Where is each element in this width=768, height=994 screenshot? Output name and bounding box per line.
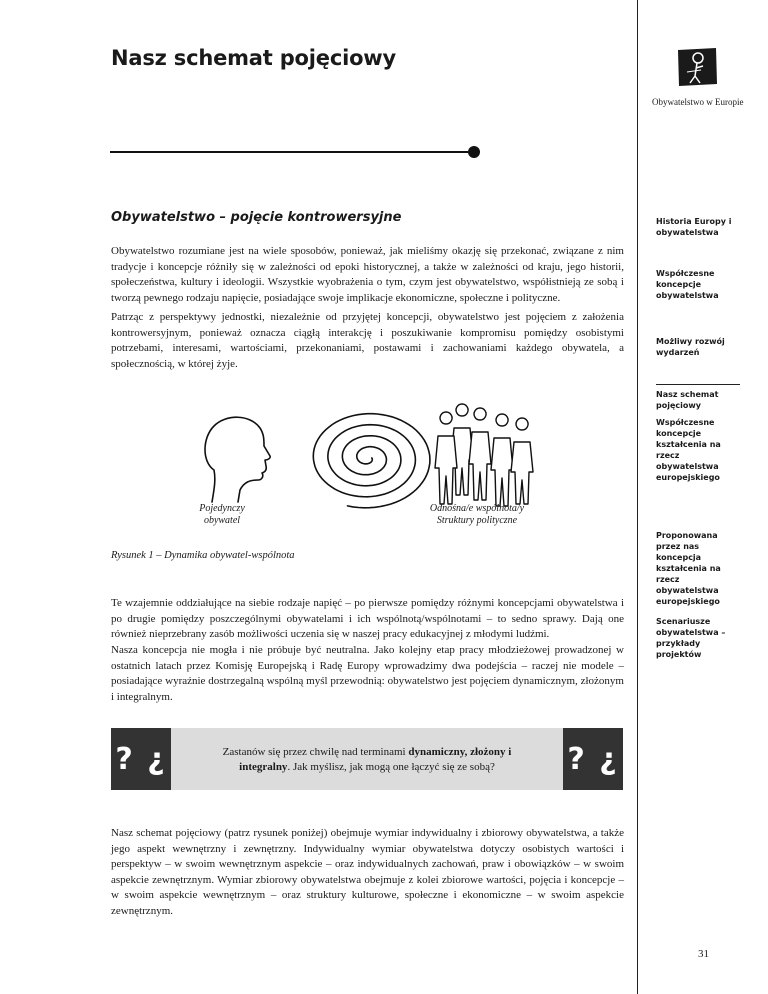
timeline-line [110, 151, 470, 153]
question-text-terms: dynamiczny, złożony i integralny [239, 746, 512, 773]
figure-label-individual-line-1: Pojedynczy [199, 503, 245, 514]
paragraph-2: Patrząc z perspektywy jednostki, niezależnie od przyjętej koncepcji, obywatelstwo jest pojęciem z założenia kontrowersyjnym, ponieważ oznacza ciągłą interakcję i poszukiwanie kompromisu pomiędzy osobistymi potrzebami, interesami, wartościami, przekonaniami, postawami i zachowaniami każdego obywatela, a społecznością, w której żyje. [111, 311, 624, 370]
question-mark-icon: ? ¿ [111, 728, 171, 790]
sidebar-item-history[interactable]: Historia Europy i obywatelstwa [656, 217, 732, 237]
head-profile-drawing [205, 417, 270, 502]
question-mark-icon: ? ¿ [563, 728, 623, 790]
sidebar-item-project-scenarios[interactable]: Scenariusze obywatelstwa – przykłady projektów [656, 617, 726, 659]
sidebar-item-possible-developments[interactable]: Możliwy rozwój wydarzeń [656, 337, 725, 357]
sidebar-item-conceptual-framework[interactable]: Nasz schemat pojęciowy [656, 384, 740, 411]
page-title: Nasz schemat pojęciowy [111, 46, 396, 70]
group-of-people-drawing [435, 404, 533, 506]
paragraph-3: Te wzajemnie oddziałujące na siebie rodzaje napięć – po pierwsze pomiędzy różnymi koncepcjami obywatelstwa i po drugie pomiędzy poszczególnymi obywatelami i ich wspólnotą/wspólnotami – to sedno sprawy. Dają one również nieprzebrany zasób możliwości uczenia się w naszej pracy edukacyjnej z młodymi ludźmi. [111, 597, 624, 641]
timeline-marker [110, 145, 480, 159]
figure-label-community-line-1: Odnośna/e wspólnota/y [429, 503, 525, 514]
figure-label-community-line-2: Struktury polityczne [436, 515, 518, 526]
sidebar-item-proposed-concept[interactable]: Proponowana przez nas koncepcja kształcenia na rzecz obywatelstwa europejskiego [656, 531, 721, 606]
section-heading: Obywatelstwo – pojęcie kontrowersyjne [111, 210, 402, 225]
paragraph-4: Nasza koncepcja nie mogła i nie próbuje być neutralna. Jako kolejny etap pracy młodzieżowej prowadzonej w ostatnich latach przez Komisję Europejską i Radę Europy wprowadzimy dwa podejścia – raczej nie modele – posiadające wyraźnie dostrzegalną wspólną myśl przewodnią: obywatelstwo jest pojęciem dynamicznym, złożonym i integralnym. [111, 644, 624, 703]
spiral-drawing [313, 414, 430, 508]
paragraph-1: Obywatelstwo rozumiane jest na wiele sposobów, ponieważ, jak mieliśmy okazję się przekonać, związane z nim tradycje i koncepcje różniły się w zależności od epoki historycznej, a także w zależności od kraju, jego historii, społeczeństwa, kultury i ideologii. Wszystkie wyobrażenia o tym, czym jest obywatelstwo, współistnieją ze sobą i tworzą pewnego rodzaju napięcie, posiadające swoje implikacje ekonomiczne, społeczne i polityczne. [111, 245, 624, 304]
logo-caption: Obywatelstwo w Europie [652, 97, 744, 107]
timeline-dot [468, 146, 480, 158]
sidebar-item-contemporary-education[interactable]: Współczesne koncepcje kształcenia na rzecz obywatelstwa europejskiego [656, 418, 721, 482]
question-text-start: Zastanów się przez chwilę nad terminami [222, 746, 409, 758]
europe-citizenship-logo [676, 46, 718, 88]
sidebar-item-contemporary-concepts[interactable]: Współczesne koncepcje obywatelstwa [656, 269, 719, 300]
page-number: 31 [698, 948, 709, 960]
figure-label-community [407, 503, 547, 527]
paragraph-5: Nasz schemat pojęciowy (patrz rysunek poniżej) obejmuje wymiar indywidualny i zbiorowy obywatelstwa, a także jego aspekt wewnętrzny i zewnętrzny. Indywidualny wymiar obywatelstwa dotyczy osobistych wartości i perspektyw – w swoim wewnętrznym aspekcie – oraz indywidualnych zachowań, praw i obowiązków – w swoim aspekcie zewnętrznym. Wymiar zbiorowy obywatelstwa obejmuje z kolei zbiorowe wartości, pojęcia i koncepcje – w swoim aspekcie wewnętrznym – oraz struktury kulturowe, społeczne i ekonomiczne – w swoim aspekcie zewnętrznym. [111, 827, 624, 917]
question-text-end: . Jak myślisz, jak mogą one łączyć się ze sobą? [287, 761, 495, 773]
reflection-question-box [111, 728, 623, 790]
figure-label-individual [186, 503, 258, 527]
figure-caption: Rysunek 1 – Dynamika obywatel-wspólnota [111, 550, 295, 561]
reflection-question-text [199, 745, 535, 775]
figure-label-individual-line-2: obywatel [203, 515, 241, 526]
margin-divider [637, 0, 638, 994]
